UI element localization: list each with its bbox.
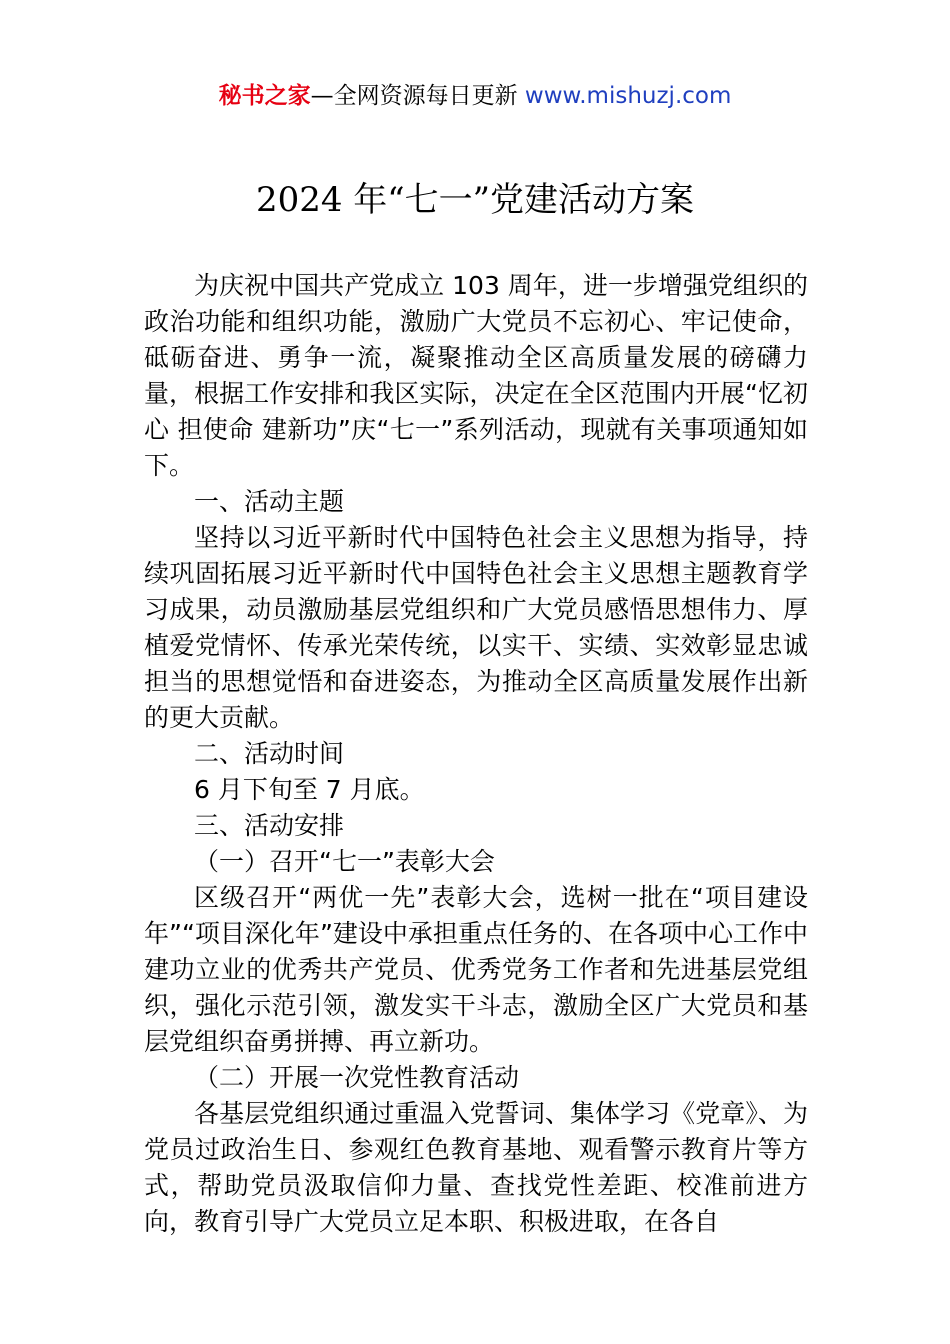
brand-name: 秘书之家 <box>218 83 311 109</box>
document-title: 2024 年“七一”党建活动方案 <box>255 180 695 220</box>
header-tagline: —全网资源每日更新 <box>310 83 525 109</box>
section-heading-time: 二、活动时间 <box>194 739 345 768</box>
intro-paragraph: 为庆祝中国共产党成立 103 周年，进一步增强党组织的政治功能和组织功能，激励广大党员不忘初心、牢记使命，砥砺奋进、勇争一流，凝聚推动全区高质量发展的磅礴力量，根据工作安排和我区实际，决定在全区范围内开展“忆初心 担使命 建新功”庆“七一”系列活动，现就有关事项通知如下。 <box>144 271 808 480</box>
document-body <box>144 268 808 1240</box>
site-url[interactable]: www.mishuzj.com <box>524 83 732 109</box>
section-heading-theme: 一、活动主题 <box>194 487 345 516</box>
time-paragraph: 6 月下旬至 7 月底。 <box>194 775 425 804</box>
commendation-paragraph: 区级召开“两优一先”表彰大会，选树一批在“项目建设年”“项目深化年”建设中承担重点任务的、在各项中心工作中建功立业的优秀共产党员、优秀党务工作者和先进基层党组织，强化示范引领，激发实干斗志，激励全区广大党员和基层党组织奋勇拼搏、再立新功。 <box>144 883 808 1056</box>
subheading-commendation: （一）召开“七一”表彰大会 <box>194 847 495 876</box>
subheading-education: （二）开展一次党性教育活动 <box>194 1063 520 1092</box>
education-paragraph: 各基层党组织通过重温入党誓词、集体学习《党章》、为党员过政治生日、参观红色教育基地、观看警示教育片等方式，帮助党员汲取信仰力量、查找党性差距、校准前进方向，教育引导广大党员立足本职、积极进取，在各自 <box>144 1099 808 1236</box>
site-header <box>0 80 950 112</box>
theme-paragraph: 坚持以习近平新时代中国特色社会主义思想为指导，持续巩固拓展习近平新时代中国特色社会主义思想主题教育学习成果，动员激励基层党组织和广大党员感悟思想伟力、厚植爱党情怀、传承光荣传统，以实干、实绩、实效彰显忠诚担当的思想觉悟和奋进姿态，为推动全区高质量发展作出新的更大贡献。 <box>144 523 808 732</box>
section-heading-arrangement: 三、活动安排 <box>194 811 345 840</box>
